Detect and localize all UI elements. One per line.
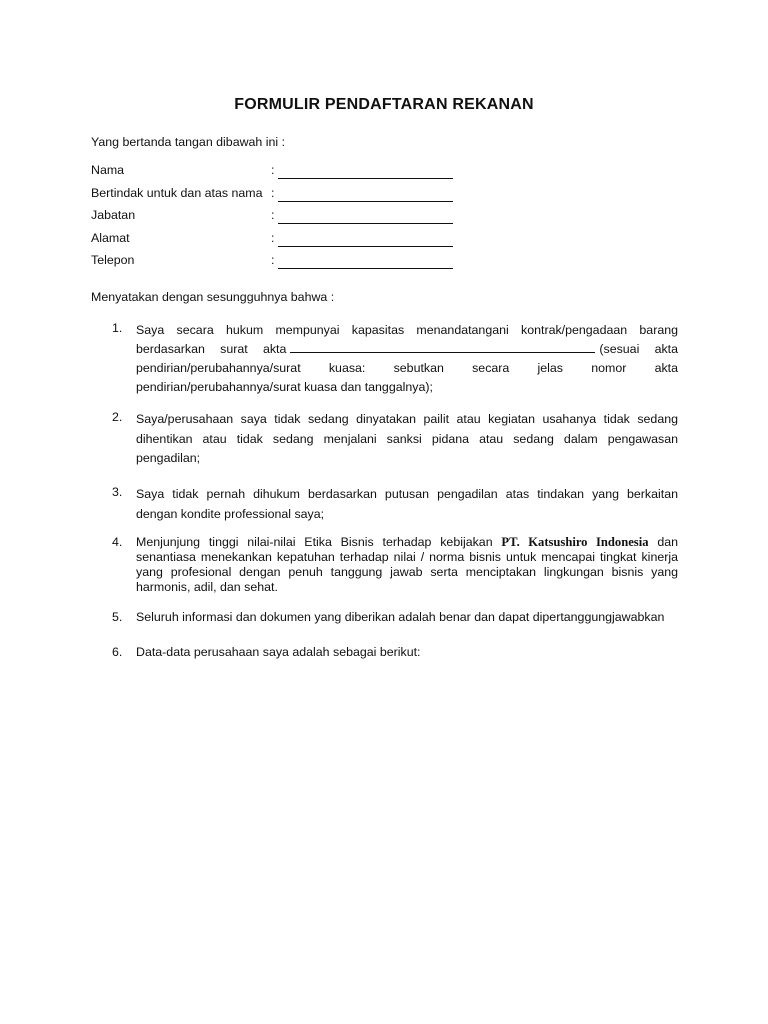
field-label: Telepon: [91, 253, 135, 267]
item-number: 2.: [112, 410, 123, 424]
telepon-blank-line[interactable]: [278, 254, 453, 269]
akta-blank-line[interactable]: [290, 340, 595, 353]
alamat-blank-line[interactable]: [278, 232, 453, 247]
field-colon: :: [271, 230, 275, 245]
page-title: FORMULIR PENDAFTARAN REKANAN: [234, 96, 534, 113]
field-label: Nama: [91, 163, 125, 177]
item-line: [136, 535, 678, 550]
item-number: 4.: [112, 535, 123, 549]
item-line: senantiasa menekankan kepatuhan terhadap nilai / norma bisnis untuk mencapai tingkat kinerja: [136, 550, 678, 564]
item-text: [136, 410, 678, 469]
item-text: [136, 485, 678, 524]
item-line: dihentikan atau tidak sedang menjalani sanksi pidana atau sedang dalam pengawasan: [136, 431, 678, 446]
item-number: 1.: [112, 321, 123, 335]
nama-blank-line[interactable]: [278, 164, 453, 179]
item-line: Saya tidak pernah dihukum berdasarkan putusan pengadilan atas tindakan yang berkaitan: [136, 487, 678, 501]
item-text: [136, 645, 678, 661]
item-line: [136, 340, 678, 359]
field-label: Alamat: [91, 230, 130, 245]
item-line-part: berdasarkan surat akta: [136, 342, 287, 356]
item-line: Data-data perusahaan saya adalah sebagai berikut:: [136, 645, 421, 659]
field-colon: :: [271, 163, 275, 177]
item-line: pendirian/perubahannya/surat kuasa dan tanggalnya);: [136, 380, 433, 394]
intro-text: Yang bertanda tangan dibawah ini :: [91, 135, 286, 149]
item-line: dengan kondite professional saya;: [136, 506, 325, 521]
item-number: 6.: [112, 645, 123, 659]
atas-nama-blank-line[interactable]: [278, 187, 453, 202]
item-text: [136, 321, 678, 397]
item-line: Seluruh informasi dan dokumen yang diberikan adalah benar dan dapat dipertanggungjawabkan: [136, 610, 665, 624]
item-line: pendirian/perubahannya/surat kuasa: sebutkan secara jelas nomor akta: [136, 361, 678, 375]
item-text: [136, 535, 678, 595]
item-number: 3.: [112, 485, 123, 499]
company-name: PT. Katsushiro Indonesia: [501, 535, 649, 549]
field-label: Jabatan: [91, 208, 136, 222]
item-line: pengadilan;: [136, 451, 201, 465]
field-colon: :: [271, 253, 275, 267]
item-line: Saya/perusahaan saya tidak sedang dinyatakan pailit atau kegiatan usahanya tidak sedang: [136, 412, 678, 426]
item-line-part: (sesuai akta: [599, 342, 678, 356]
field-colon: :: [271, 185, 275, 200]
item-line: Saya secara hukum mempunyai kapasitas menandatangani kontrak/pengadaan barang: [136, 323, 678, 337]
field-colon: :: [271, 208, 275, 222]
jabatan-blank-line[interactable]: [278, 209, 453, 224]
item-line: yang profesional dengan penuh tanggung jawab serta menciptakan lingkungan bisnis yang: [136, 565, 678, 579]
item-number: 5.: [112, 610, 123, 624]
field-label: Bertindak untuk dan atas nama: [91, 185, 263, 200]
item-line-part: Menjunjung tinggi nilai-nilai Etika Bisnis terhadap kebijakan: [136, 535, 493, 549]
item-text: [136, 610, 678, 626]
item-line: harmonis, adil, dan sehat.: [136, 580, 278, 594]
item-line-part: dan: [657, 535, 678, 549]
statement-text: Menyatakan dengan sesungguhnya bahwa :: [91, 290, 335, 304]
